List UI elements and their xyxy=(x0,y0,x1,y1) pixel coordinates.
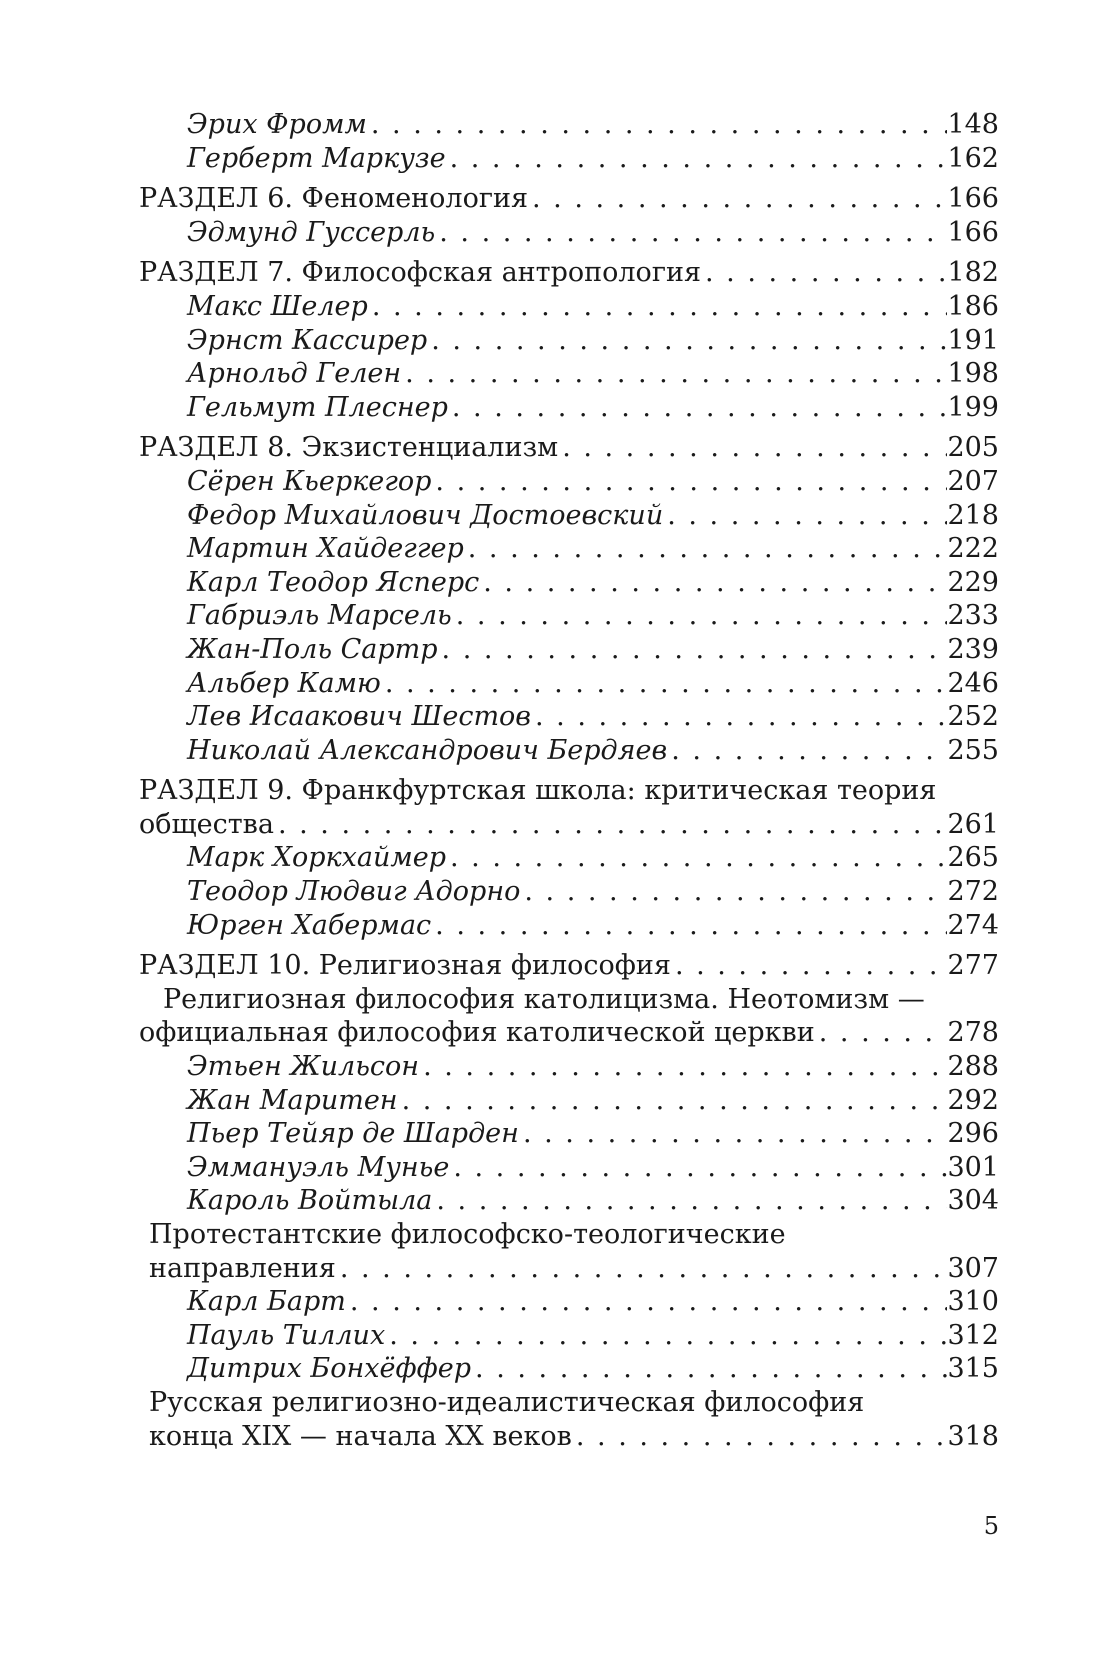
toc-entry[interactable] xyxy=(139,391,999,425)
toc-entry-title: Эрнст Кассирер xyxy=(187,324,428,356)
toc-entry-title: Юрген Хабермас xyxy=(187,909,432,941)
toc-entry-title: Арнольд Гелен xyxy=(187,358,402,390)
toc-section-heading[interactable] xyxy=(139,182,999,216)
toc-entry[interactable] xyxy=(139,667,999,701)
table-of-contents xyxy=(139,108,999,1453)
toc-leader-dots xyxy=(528,182,947,216)
toc-entry xyxy=(139,1016,999,1050)
toc-entry[interactable] xyxy=(139,142,999,176)
toc-entry[interactable] xyxy=(139,1117,999,1151)
toc-section-heading[interactable] xyxy=(139,949,999,983)
toc-section-heading[interactable] xyxy=(139,774,999,841)
toc-entry-title: Лев Исаакович Шестов xyxy=(187,701,532,733)
toc-entry-page: 318 xyxy=(947,1420,999,1452)
toc-entry-title: Мартин Хайдеггер xyxy=(187,533,464,565)
toc-entry[interactable] xyxy=(139,875,999,909)
toc-leader-dots xyxy=(448,391,948,425)
toc-entry[interactable] xyxy=(139,909,999,943)
toc-entry-title: Кароль Войтыла xyxy=(187,1185,433,1217)
toc-entry-title: РАЗДЕЛ 10. Религиозная философия xyxy=(139,950,671,982)
toc-entry[interactable] xyxy=(139,1084,999,1118)
toc-entry-page: 233 xyxy=(947,600,999,632)
toc-subsection[interactable] xyxy=(139,983,999,1050)
toc-entry-page: 207 xyxy=(947,465,999,497)
toc-entry-title: Гельмут Плеснер xyxy=(187,391,448,423)
toc-entry-title: Габриэль Марсель xyxy=(187,600,452,632)
toc-entry[interactable] xyxy=(139,1050,999,1084)
toc-entry-title: Сёрен Кьеркегор xyxy=(187,465,432,497)
toc-leader-dots xyxy=(520,875,947,909)
toc-leader-dots xyxy=(435,216,947,250)
toc-entry-page: 205 xyxy=(947,432,999,464)
toc-section-heading[interactable] xyxy=(139,431,999,465)
toc-leader-dots xyxy=(558,431,947,465)
toc-leader-dots xyxy=(519,1117,948,1151)
toc-entry[interactable] xyxy=(139,1285,999,1319)
toc-entry-page: 265 xyxy=(947,842,999,874)
toc-entry-page: 315 xyxy=(947,1353,999,1385)
toc-entry-page: 312 xyxy=(947,1319,999,1351)
toc-entry-page: 166 xyxy=(947,216,999,248)
toc-entry[interactable] xyxy=(139,841,999,875)
toc-entry-title: конца XIX — начала XX веков xyxy=(149,1420,572,1452)
toc-entry-page: 191 xyxy=(947,324,999,356)
toc-entry-page: 252 xyxy=(947,701,999,733)
toc-entry-title: Макс Шелер xyxy=(187,290,368,322)
toc-leader-dots xyxy=(398,1084,948,1118)
toc-leader-dots xyxy=(572,1420,948,1454)
toc-leader-dots xyxy=(401,357,947,391)
toc-entry[interactable] xyxy=(139,1151,999,1185)
toc-entry[interactable] xyxy=(139,324,999,358)
page-number: 5 xyxy=(983,1512,999,1540)
toc-entry[interactable] xyxy=(139,1184,999,1218)
toc-entry-page: 182 xyxy=(947,257,999,289)
toc-leader-dots xyxy=(336,1252,948,1286)
toc-entry-title: Дитрих Бонхёффер xyxy=(187,1353,472,1385)
toc-entry-page: 186 xyxy=(947,290,999,322)
toc-entry-title: направления xyxy=(149,1252,336,1284)
toc-entry-title-line: Русская религиозно-идеалистическая философия xyxy=(149,1386,865,1418)
toc-entry[interactable] xyxy=(139,566,999,600)
toc-entry-page: 288 xyxy=(947,1051,999,1083)
toc-subsection[interactable] xyxy=(139,1386,999,1453)
toc-entry-title: Карл Теодор Ясперс xyxy=(187,566,480,598)
toc-entry-page: 274 xyxy=(947,909,999,941)
toc-entry-title: РАЗДЕЛ 8. Экзистенциализм xyxy=(139,432,559,464)
toc-entry[interactable] xyxy=(139,633,999,667)
toc-entry xyxy=(149,1420,999,1454)
toc-entry xyxy=(149,1252,999,1286)
toc-entry-page: 307 xyxy=(947,1252,999,1284)
toc-leader-dots xyxy=(367,108,948,142)
toc-entry-title: официальная философия католической церкви xyxy=(139,1017,815,1049)
toc-entry-title: Теодор Людвиг Адорно xyxy=(187,876,521,908)
toc-entry-title: Этьен Жильсон xyxy=(187,1051,420,1083)
toc-entry-page: 166 xyxy=(947,183,999,215)
toc-entry-title: Николай Александрович Бердяев xyxy=(187,734,668,766)
toc-entry-page: 304 xyxy=(947,1185,999,1217)
toc-entry[interactable] xyxy=(139,734,999,768)
toc-leader-dots xyxy=(464,532,948,566)
toc-leader-dots xyxy=(368,290,948,324)
toc-leader-dots xyxy=(381,667,948,701)
toc-entry-title: Жан Маритен xyxy=(187,1084,398,1116)
toc-leader-dots xyxy=(452,599,948,633)
toc-subsection[interactable] xyxy=(139,1218,999,1285)
toc-entry-title-line: Протестантские философско-теологические xyxy=(149,1219,786,1250)
toc-entry-page: 272 xyxy=(947,876,999,908)
toc-entry-title: Пауль Тиллих xyxy=(187,1319,386,1351)
toc-entry-title: Марк Хоркхаймер xyxy=(187,842,446,874)
toc-entry[interactable] xyxy=(139,216,999,250)
toc-entry-page: 296 xyxy=(947,1118,999,1150)
toc-leader-dots xyxy=(438,633,948,667)
toc-leader-dots xyxy=(701,256,947,290)
toc-leader-dots xyxy=(471,1352,947,1386)
toc-leader-dots xyxy=(479,566,947,600)
toc-entry[interactable] xyxy=(139,1319,999,1353)
toc-entry[interactable] xyxy=(139,357,999,391)
toc-entry-page: 301 xyxy=(947,1151,999,1183)
toc-entry-title: Федор Михайлович Достоевский xyxy=(187,499,664,531)
toc-leader-dots xyxy=(671,949,948,983)
toc-leader-dots xyxy=(667,734,947,768)
toc-entry xyxy=(139,808,999,842)
toc-entry-title: Жан-Поль Сартр xyxy=(187,633,438,665)
toc-leader-dots xyxy=(431,909,947,943)
toc-entry-page: 148 xyxy=(947,109,999,140)
toc-entry-title-line: Религиозная философия католицизма. Неотомизм — xyxy=(163,983,925,1015)
toc-entry-page: 278 xyxy=(947,1017,999,1049)
toc-entry-title: Эдмунд Гуссерль xyxy=(187,216,436,248)
toc-leader-dots xyxy=(815,1016,948,1050)
toc-entry-page: 255 xyxy=(947,734,999,766)
toc-entry-title: РАЗДЕЛ 6. Феноменология xyxy=(139,183,529,215)
toc-entry-page: 246 xyxy=(947,667,999,699)
toc-entry[interactable] xyxy=(139,1352,999,1386)
toc-leader-dots xyxy=(432,1184,947,1218)
toc-entry-page: 199 xyxy=(947,391,999,423)
toc-entry-page: 310 xyxy=(947,1286,999,1318)
toc-leader-dots xyxy=(449,1151,947,1185)
toc-leader-dots xyxy=(274,808,948,842)
toc-entry-page: 218 xyxy=(947,499,999,531)
toc-section-heading[interactable] xyxy=(139,256,999,290)
toc-entry[interactable] xyxy=(139,599,999,633)
toc-leader-dots xyxy=(446,142,948,176)
toc-entry-page: 292 xyxy=(947,1084,999,1116)
toc-entry[interactable] xyxy=(139,700,999,734)
toc-leader-dots xyxy=(427,324,947,358)
toc-entry-title: Пьер Тейяр де Шарден xyxy=(187,1118,519,1150)
toc-entry-page: 198 xyxy=(947,358,999,390)
toc-entry-page: 261 xyxy=(947,808,999,840)
toc-entry-title-line: РАЗДЕЛ 9. Франкфуртская школа: критическая теория xyxy=(139,775,937,807)
toc-entry-title: Карл Барт xyxy=(187,1286,346,1318)
toc-leader-dots xyxy=(346,1285,948,1319)
toc-entry-page: 229 xyxy=(947,566,999,598)
toc-leader-dots xyxy=(385,1319,947,1353)
toc-entry-title: Альбер Камю xyxy=(187,667,381,699)
toc-entry[interactable] xyxy=(139,499,999,533)
toc-entry-title: РАЗДЕЛ 7. Философская антропология xyxy=(139,257,701,289)
toc-entry-title: общества xyxy=(139,808,274,840)
toc-leader-dots xyxy=(531,700,947,734)
toc-entry[interactable] xyxy=(139,465,999,499)
toc-leader-dots xyxy=(431,465,947,499)
toc-entry[interactable] xyxy=(139,532,999,566)
toc-entry[interactable] xyxy=(139,290,999,324)
toc-entry-page: 239 xyxy=(947,633,999,665)
toc-entry-page: 162 xyxy=(947,142,999,174)
toc-entry-page: 222 xyxy=(947,533,999,565)
toc-entry[interactable] xyxy=(139,108,999,142)
toc-leader-dots xyxy=(419,1050,947,1084)
toc-entry-title: Герберт Маркузе xyxy=(187,142,446,174)
toc-entry-title: Эрих Фромм xyxy=(187,109,367,140)
toc-leader-dots xyxy=(446,841,947,875)
toc-leader-dots xyxy=(663,499,947,533)
toc-entry-title: Эммануэль Мунье xyxy=(187,1151,450,1183)
toc-entry-page: 277 xyxy=(947,950,999,982)
